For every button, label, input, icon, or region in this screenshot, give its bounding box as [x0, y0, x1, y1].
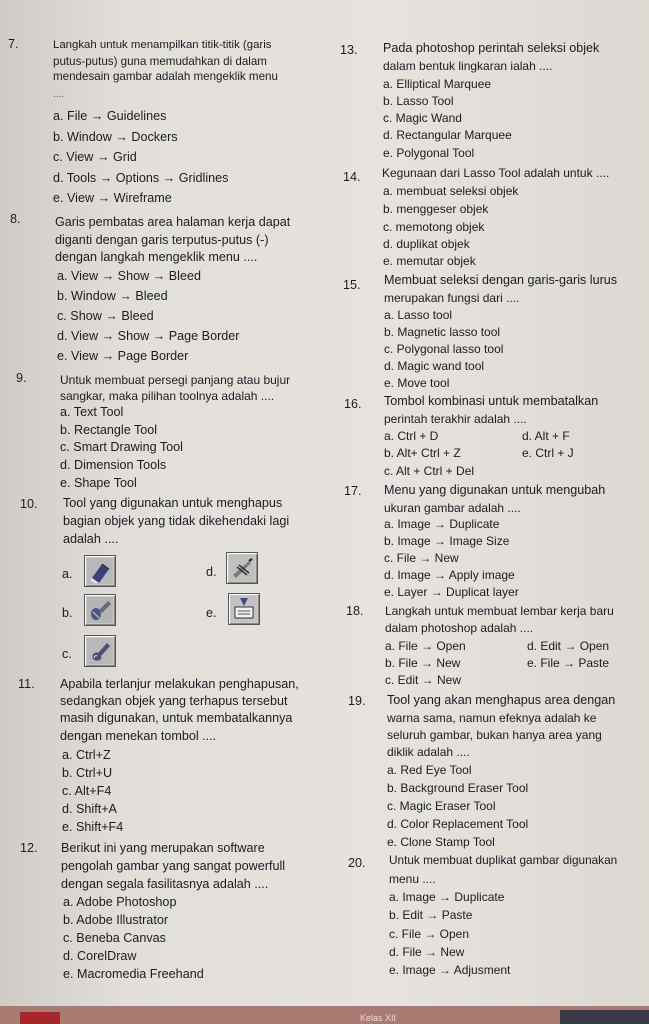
- question-text: ....: [53, 89, 65, 100]
- question-text: sedangkan objek yang terhapus tersebut: [60, 694, 288, 708]
- option: d. Image → Apply image: [384, 568, 515, 582]
- question-text: mendesain gambar adalah mengeklik menu: [53, 70, 278, 83]
- option: b. File → New: [385, 656, 461, 670]
- knife-tool-icon: [226, 552, 258, 584]
- question-number: 13.: [340, 43, 358, 57]
- option: a. Elliptical Marquee: [383, 77, 492, 91]
- option-letter: c.: [62, 647, 72, 661]
- option: a. Ctrl + D: [384, 429, 439, 443]
- question-number: 8.: [10, 212, 21, 226]
- option: d. Tools → Options → Gridlines: [53, 171, 229, 185]
- question-text: ukuran gambar adalah ....: [384, 501, 521, 515]
- footer-text: Kelas XII: [360, 1013, 397, 1023]
- question-number: 15.: [343, 278, 361, 292]
- question-text: Apabila terlanjur melakukan penghapusan,: [60, 677, 299, 691]
- question-text: bagian objek yang tidak dikehendaki lagi: [63, 514, 290, 528]
- option: a. Adobe Photoshop: [63, 895, 177, 909]
- option: d. duplikat objek: [383, 237, 470, 251]
- option: d. CorelDraw: [63, 949, 137, 963]
- question-text: dengan menekan tombol ....: [60, 729, 217, 743]
- option: e. Move tool: [384, 376, 450, 390]
- option: e. memutar objek: [383, 254, 476, 268]
- option: a. Text Tool: [60, 405, 124, 419]
- option: c. View → Grid: [53, 150, 137, 164]
- question-number: 20.: [348, 856, 366, 870]
- virtual-segment-delete-icon: [228, 593, 260, 625]
- option: b. Background Eraser Tool: [387, 781, 529, 795]
- option: e. Polygonal Tool: [383, 146, 475, 160]
- question-number: 12.: [20, 841, 38, 855]
- option: c. Alt+F4: [62, 784, 112, 798]
- question-text: dalam bentuk lingkaran ialah ....: [383, 59, 553, 73]
- question-text: Langkah untuk menampilkan titik-titik (garis: [53, 39, 272, 51]
- question-text: dengan segala fasilitasnya adalah ....: [61, 877, 269, 891]
- question-text: Untuk membuat persegi panjang atau bujur: [60, 373, 291, 387]
- option: c. Magic Wand: [383, 111, 462, 125]
- roughen-brush-icon: [84, 635, 116, 667]
- option: a. membuat seleksi objek: [383, 184, 519, 198]
- question-number: 19.: [348, 694, 366, 708]
- option-letter: b.: [62, 606, 73, 620]
- option: b. Rectangle Tool: [60, 423, 158, 437]
- option: b. Window → Bleed: [57, 289, 168, 303]
- option: a. File → Open: [385, 639, 466, 653]
- option: a. Image → Duplicate: [384, 517, 500, 531]
- question-number: 11.: [18, 677, 35, 691]
- option: e. Layer → Duplicat layer: [384, 585, 519, 599]
- option: c. Beneba Canvas: [63, 931, 166, 945]
- option: d. Edit → Open: [527, 639, 610, 653]
- option: e. Macromedia Freehand: [63, 967, 204, 981]
- question-text: dengan langkah mengeklik menu ....: [55, 250, 258, 264]
- question-text: Kegunaan dari Lasso Tool adalah untuk ....: [382, 166, 610, 180]
- question-number: 9.: [16, 371, 27, 385]
- question-text: seluruh gambar, bukan hanya area yang: [387, 728, 602, 742]
- option: c. Polygonal lasso tool: [384, 342, 504, 356]
- option: d. Color Replacement Tool: [387, 817, 529, 831]
- option: b. Image → Image Size: [384, 534, 510, 548]
- question-number: 7.: [8, 37, 19, 51]
- question-text: Tool yang digunakan untuk menghapus: [63, 496, 283, 510]
- option: b. menggeser objek: [383, 202, 489, 216]
- question-text: Garis pembatas area halaman kerja dapat: [55, 215, 291, 229]
- question-text: sangkar, maka pilihan toolnya adalah ....: [60, 389, 275, 403]
- option: d. Magic wand tool: [384, 359, 485, 373]
- bottom-decoration-dark: [560, 1010, 649, 1024]
- question-text: pengolah gambar yang sangat powerfull: [61, 859, 286, 873]
- option: b. Magnetic lasso tool: [384, 325, 501, 339]
- option: a. View → Show → Bleed: [57, 269, 201, 283]
- question-text: merupakan fungsi dari ....: [384, 291, 520, 305]
- option: a. Lasso tool: [384, 308, 453, 322]
- option: e. File → Paste: [527, 656, 610, 670]
- question-text: Tool yang akan menghapus area dengan: [387, 693, 616, 707]
- question-text: Langkah untuk membuat lembar kerja baru: [385, 604, 614, 618]
- option: a. File → Guidelines: [53, 109, 167, 123]
- question-text: diganti dengan garis terputus-putus (-): [55, 233, 269, 247]
- option: e. Ctrl + J: [522, 446, 574, 460]
- option: b. Lasso Tool: [383, 94, 454, 108]
- question-text: putus-putus) guna memudahkan di dalam: [53, 55, 267, 68]
- option: c. Alt + Ctrl + Del: [384, 464, 475, 478]
- option: b. Window → Dockers: [53, 130, 178, 144]
- option-letter: a.: [62, 567, 73, 581]
- option: a. Ctrl+Z: [62, 748, 111, 762]
- option: c. Show → Bleed: [57, 309, 154, 323]
- option-letter: e.: [206, 606, 217, 620]
- option: a. Image → Duplicate: [389, 890, 505, 904]
- question-number: 18.: [346, 604, 364, 618]
- page-bottom-edge: [0, 1006, 649, 1024]
- question-number: 17.: [344, 484, 362, 498]
- question-text: Tombol kombinasi untuk membatalkan: [384, 394, 599, 408]
- bottom-decoration: [20, 1012, 60, 1024]
- option: b. Adobe Illustrator: [63, 913, 169, 927]
- smudge-brush-icon: [84, 594, 116, 626]
- option: c. Magic Eraser Tool: [387, 799, 496, 813]
- question-text: Membuat seleksi dengan garis-garis lurus: [384, 273, 618, 287]
- option: e. View → Wireframe: [53, 191, 172, 205]
- question-text: warna sama, namun efeknya adalah ke: [387, 711, 597, 725]
- question-text: masih digunakan, untuk membatalkannya: [60, 711, 293, 725]
- option: e. Clone Stamp Tool: [387, 835, 495, 849]
- question-text: dalam photoshop adalah ....: [385, 621, 534, 635]
- question-text: Pada photoshop perintah seleksi objek: [383, 41, 600, 55]
- option: e. Shape Tool: [60, 476, 137, 490]
- question-text: perintah terakhir adalah ....: [384, 412, 527, 426]
- option: b. Alt+ Ctrl + Z: [384, 446, 461, 460]
- option: b. Edit → Paste: [389, 908, 473, 922]
- option: d. Shift+A: [62, 802, 117, 816]
- option: b. Ctrl+U: [62, 766, 113, 780]
- option: e. Image → Adjusment: [389, 963, 511, 977]
- option: d. Dimension Tools: [60, 458, 167, 472]
- question-text: diklik adalah ....: [387, 745, 470, 759]
- option: e. View → Page Border: [57, 349, 189, 363]
- option: c. Edit → New: [385, 673, 462, 687]
- option: c. memotong objek: [383, 220, 485, 234]
- option: a. Red Eye Tool: [387, 763, 472, 777]
- eraser-tool-icon: [84, 555, 116, 587]
- option: c. Smart Drawing Tool: [60, 440, 183, 454]
- option: d. View → Show → Page Border: [57, 329, 240, 343]
- option: c. File → New: [384, 551, 459, 565]
- option: d. Alt + F: [522, 429, 570, 443]
- question-number: 10.: [20, 497, 38, 511]
- question-number: 16.: [344, 397, 362, 411]
- question-text: Menu yang digunakan untuk mengubah: [384, 483, 606, 497]
- question-text: adalah ....: [63, 532, 119, 546]
- question-text: menu ....: [389, 872, 436, 886]
- option: d. File → New: [389, 945, 465, 959]
- option: c. File → Open: [389, 927, 470, 941]
- question-text: Untuk membuat duplikat gambar digunakan: [389, 853, 618, 867]
- question-text: Berikut ini yang merupakan software: [61, 841, 265, 855]
- question-number: 14.: [343, 170, 361, 184]
- option-letter: d.: [206, 565, 217, 579]
- option: d. Rectangular Marquee: [383, 128, 512, 142]
- option: e. Shift+F4: [62, 820, 124, 834]
